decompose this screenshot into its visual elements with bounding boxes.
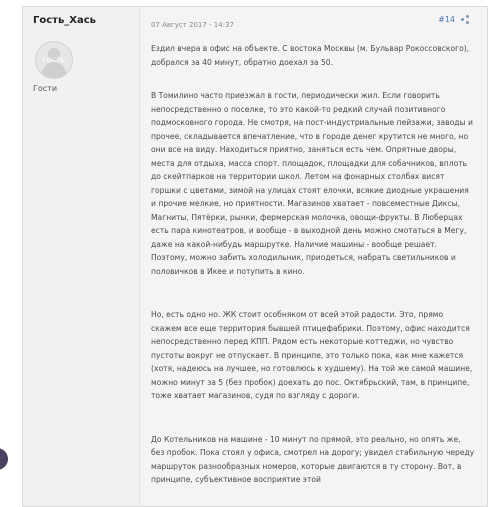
share-icon[interactable] bbox=[461, 15, 469, 23]
post-number-link[interactable]: #14 bbox=[438, 15, 455, 24]
side-scroll-button[interactable] bbox=[0, 448, 8, 470]
post-paragraph: В Томилино часто приезжал в гости, периодически жил. Если говорить непосредственно о поселке, то это какой-то редкий случай позитивного подмосковного города. Не смотря, на пост-индустриальные пейзажи, заводы и прочее, складывается впечатление, что в городе денег крутится не много, но они все на виду. Находиться приятно, заняться есть чем. Опрятные дворы, места для отдыха, масса спорт. площадок, площадки для собачников, вплоть до скейтпарков на территории школ. Летом на фонарных столбах висят горшки с цветами, зимой на улицах стоят елочки, всякие диодные украшения и прочие мелкие, но приятности. Магазинов хватает - повсеместные Диксы, Магниты, Пятёрки, рынки, фермерская молочка, овощи-фрукты. В Люберцах есть пара кинотеатров, и вообще - в выходной день можно смотаться в Мегу, даже на какой-нибудь маршрутке. Наличие машины - вообще решает. Поэтому, можно забить холодильник, приодеться, набрать светильников и половичков в Икее и потупить в кино. bbox=[151, 91, 473, 276]
post-content bbox=[151, 42, 475, 507]
avatar-body-shape bbox=[42, 62, 66, 79]
forum-post bbox=[22, 6, 488, 507]
post-paragraph: Ездил вчера в офис на объекте. С востока Москвы (м. Бульвар Рокоссовского), добрался за 40 минут, обратно доехал за 50. bbox=[151, 44, 470, 67]
post-header bbox=[151, 15, 477, 33]
post-paragraph: Но, есть одно но. ЖК стоит особняком от всей этой радости. Это, прямо скажем все еще территория бывшей птицефабрики. Поэтому, офис находится непосредственно перед КПП. Рядом есть некоторые коттеджи, но чувство пустоты вокруг не отпускает. В принципе, это только пока, как мне кажется (хотя, надеюсь на лучшее, но готовлюсь к худшему). На той же самой машине, можно минут за 5 (без пробок) доехать до пос. Октябрьский, там, в принципе, тоже хватает магазинов, судя по взгляду с дороги. bbox=[151, 310, 473, 400]
avatar-label: ГОСТЬ bbox=[42, 57, 66, 64]
post-paragraph: До Котельников на машине - 10 минут по прямой, это реально, но опять же, без пробок. Пока стоял у офиса, смотрел на дорогу; увидел стабильную череду маршруток разнообразных номеров, которые двигаются в ту сторону. Вот, в принципе, субъективное восприятие этой bbox=[151, 434, 475, 484]
author-group: Гости bbox=[33, 84, 58, 93]
avatar[interactable] bbox=[35, 41, 73, 79]
author-name-link[interactable]: Гость_Хась bbox=[33, 15, 96, 26]
author-panel bbox=[23, 7, 140, 506]
post-date: 07 Август 2017 - 14:37 bbox=[151, 21, 234, 29]
